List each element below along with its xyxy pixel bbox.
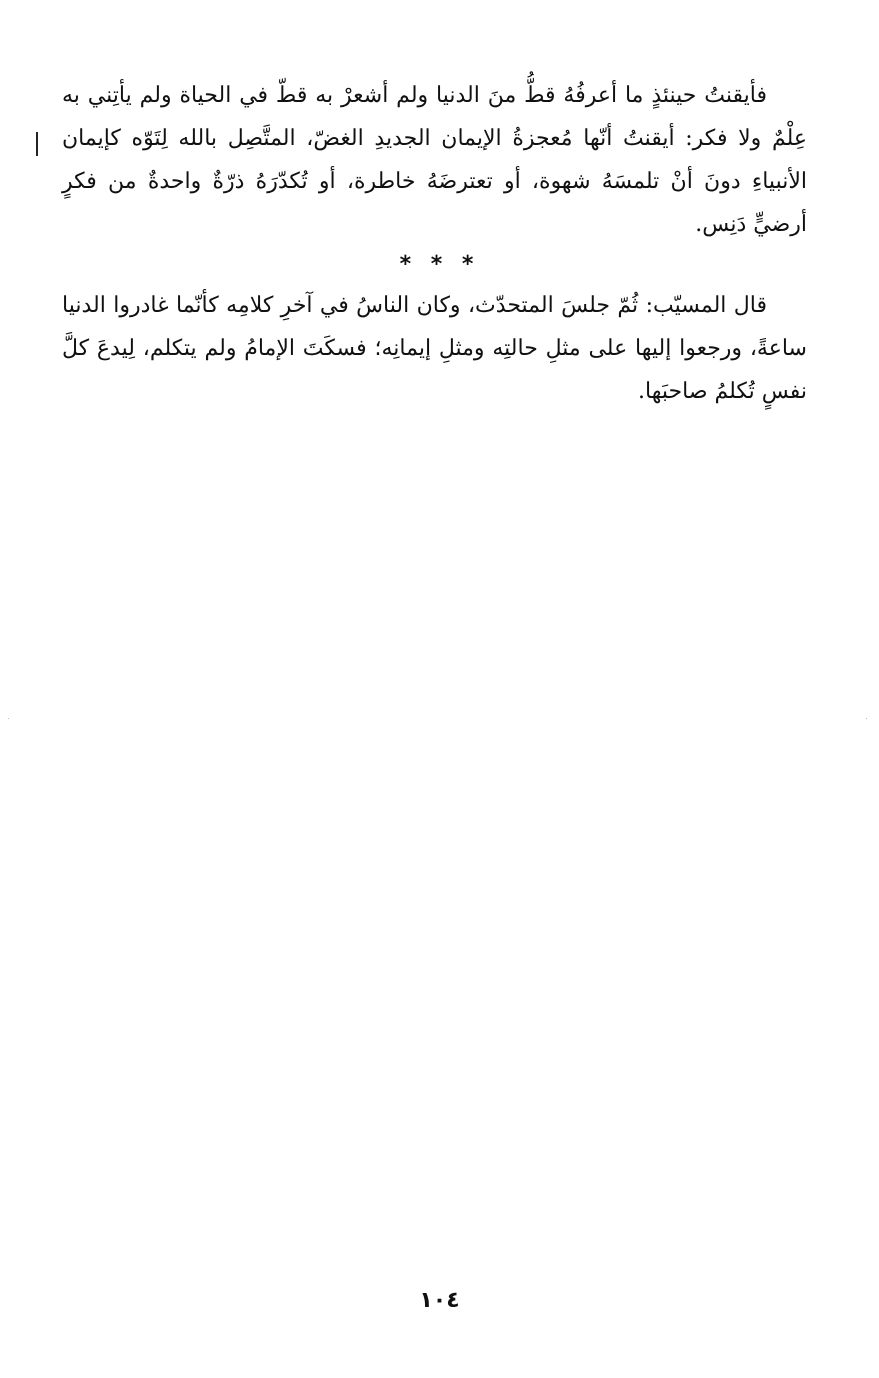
paragraph-block-1 — [62, 74, 807, 246]
margin-mark — [36, 132, 38, 156]
page-number: ١٠٤ — [419, 1288, 460, 1313]
paragraph-2: قال المسيّب: ثُمّ جلسَ المتحدّث، وكان الناسُ في آخرِ كلامِه كأنّما غادروا الدنيا ساعةً، ورجعوا إليها على مثلِ حالتِه ومثلِ إيمانِه؛ فسكَتَ الإمامُ ولم يتكلم، لِيدعَ كلَّ نفسٍ تُكلمُ صاحبَها. — [62, 293, 807, 404]
scan-speck — [866, 718, 867, 719]
section-separator: * * * — [399, 252, 480, 277]
paragraph-1: فأيقنتُ حينئذٍ ما أعرفُهُ قطُّ منَ الدنيا ولم أشعرْ به قطّ في الحياة ولم يأتِني به عِلْمٌ ولا فكر: أيقنتُ أنّها مُعجزةُ الإيمان الجديدِ الغضّ، المتَّصِل بالله لِتَوّه كإيمان الأنبياءِ دونَ أنْ تلمسَهُ شهوة، أو تعترضَهُ خاطرة، أو تُكدّرَهُ ذرّةٌ واحدةٌ من فكرٍ أرضيٍّ دَنِس. — [62, 83, 807, 237]
scan-speck — [8, 718, 9, 719]
paragraph-block-2 — [62, 284, 807, 413]
